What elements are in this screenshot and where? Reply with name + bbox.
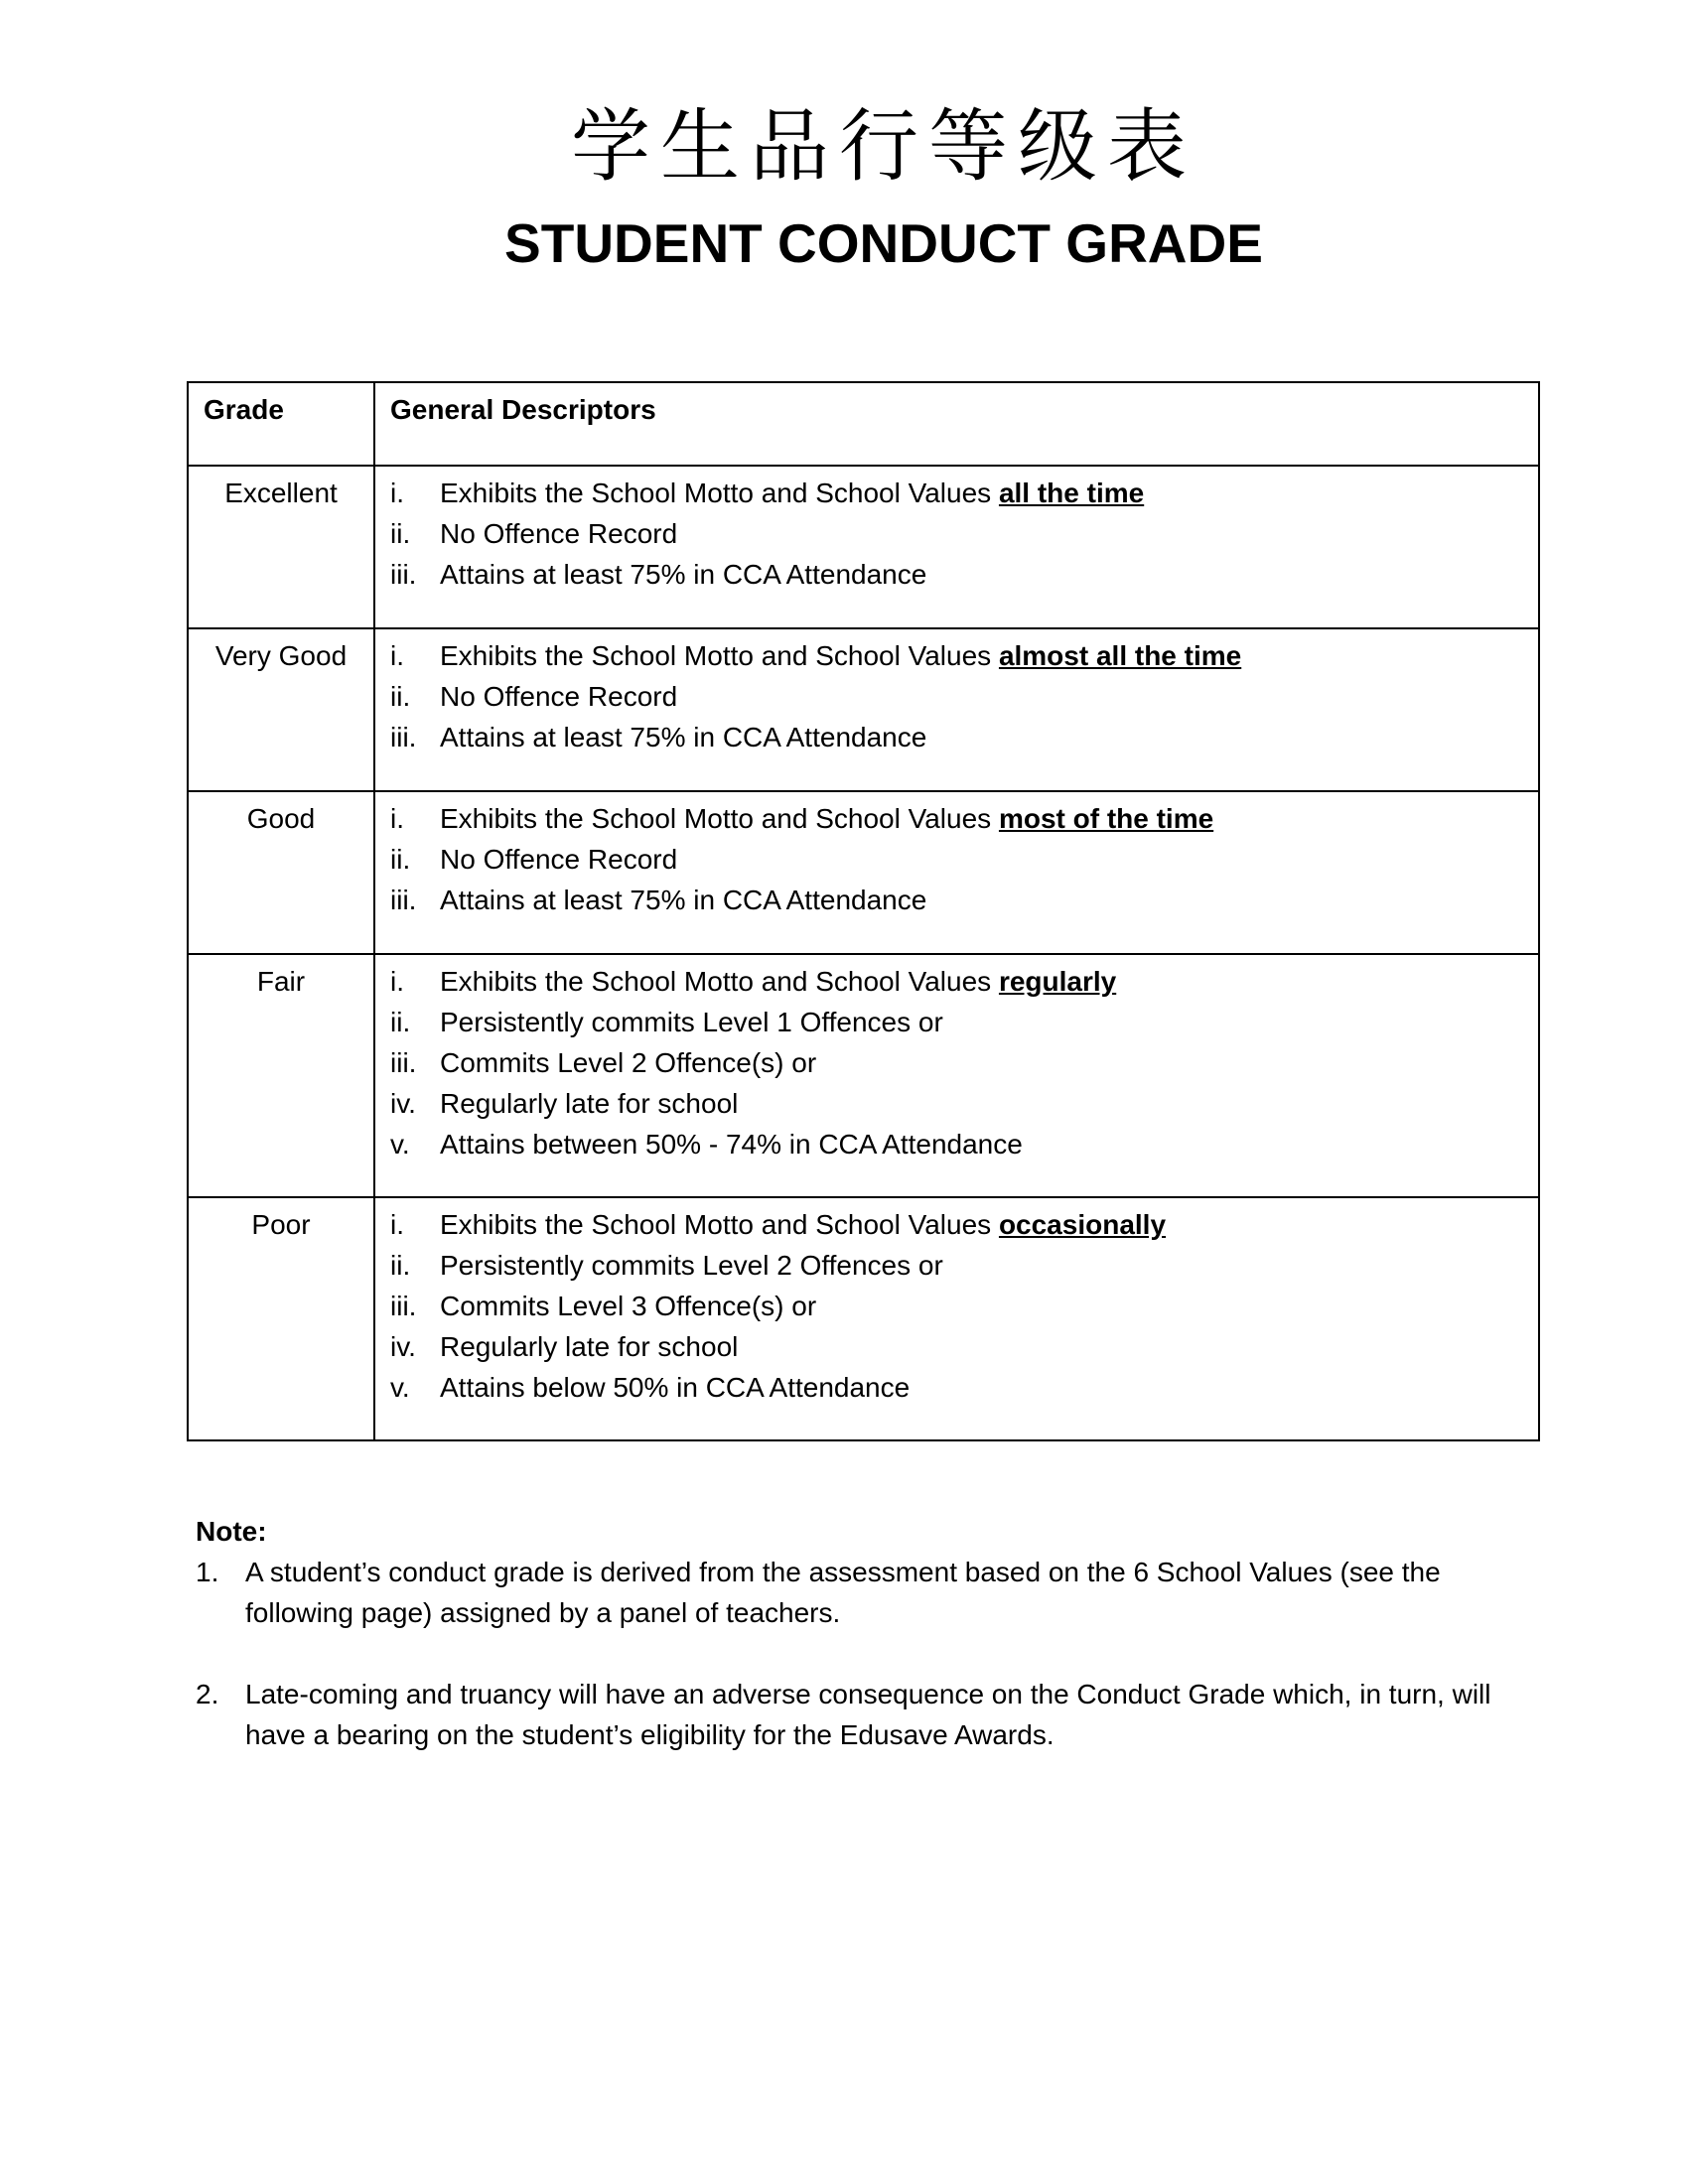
descriptor-number: v. xyxy=(390,1129,410,1160)
descriptor-number: iii. xyxy=(390,722,417,752)
descriptor-number: i. xyxy=(390,1209,404,1240)
table-row-very-good xyxy=(188,628,1539,791)
conduct-grade-table xyxy=(187,381,1540,1441)
descriptor-text: No Offence Record xyxy=(440,681,678,712)
descriptor-item xyxy=(390,513,1538,554)
descriptor-text: Regularly late for school xyxy=(440,1331,739,1362)
note-text: A student’s conduct grade is derived from the assessment based on the 6 School Values (see the following page) assigned by a panel of teachers. xyxy=(245,1557,1441,1628)
grade-cell xyxy=(188,954,374,1197)
descriptor-item xyxy=(390,1083,1538,1124)
grade-label: Fair xyxy=(256,966,306,997)
descriptor-emphasis: occasionally xyxy=(998,1209,1167,1240)
descriptor-emphasis: almost all the time xyxy=(998,640,1242,671)
grade-label: Good xyxy=(246,803,316,834)
descriptor-item xyxy=(390,1002,1538,1042)
header-grade-cell xyxy=(188,382,374,466)
note-item xyxy=(196,1674,1516,1755)
descriptor-text: Attains between 50% - 74% in CCA Attendance xyxy=(440,1129,1023,1160)
descriptor-number: ii. xyxy=(390,1250,411,1281)
descriptor-item xyxy=(390,1367,1538,1408)
descriptor-item xyxy=(390,1042,1538,1083)
descriptor-text: Exhibits the School Motto and School Values xyxy=(440,803,999,834)
notes-list xyxy=(196,1552,1516,1755)
note-text: Late-coming and truancy will have an adverse consequence on the Conduct Grade which, in turn, will have a bearing on the student’s eligibility for the Edusave Awards. xyxy=(245,1679,1491,1750)
grade-label: Excellent xyxy=(224,478,338,508)
descriptor-emphasis: regularly xyxy=(998,966,1117,997)
descriptor-item xyxy=(390,839,1538,880)
header-descriptors-label: General Descriptors xyxy=(390,394,656,425)
grade-cell xyxy=(188,466,374,628)
descriptor-item xyxy=(390,635,1538,676)
table-row-poor xyxy=(188,1197,1539,1440)
descriptor-number: iii. xyxy=(390,1291,417,1321)
descriptor-text: Commits Level 2 Offence(s) or xyxy=(440,1047,817,1078)
descriptor-item xyxy=(390,1326,1538,1367)
descriptor-text: Attains below 50% in CCA Attendance xyxy=(440,1372,911,1403)
descriptor-text: Exhibits the School Motto and School Values xyxy=(440,1209,999,1240)
descriptor-item xyxy=(390,1286,1538,1326)
table-row-excellent xyxy=(188,466,1539,628)
descriptor-item xyxy=(390,798,1538,839)
descriptor-emphasis: all the time xyxy=(998,478,1145,508)
descriptor-cell xyxy=(374,791,1539,954)
header-descriptors-cell xyxy=(374,382,1539,466)
table-row-good xyxy=(188,791,1539,954)
descriptor-cell xyxy=(374,1197,1539,1440)
descriptor-text-wrap xyxy=(440,1204,1166,1245)
descriptor-text: Exhibits the School Motto and School Values xyxy=(440,966,999,997)
descriptor-number: i. xyxy=(390,478,404,508)
descriptor-number: ii. xyxy=(390,1007,411,1037)
descriptor-list xyxy=(375,467,1538,595)
descriptor-item xyxy=(390,1204,1538,1245)
descriptor-number: i. xyxy=(390,966,404,997)
grade-cell xyxy=(188,1197,374,1440)
descriptor-item xyxy=(390,554,1538,595)
descriptor-text: Persistently commits Level 2 Offences or xyxy=(440,1250,943,1281)
notes-section xyxy=(196,1511,1516,1755)
descriptor-item xyxy=(390,717,1538,757)
page-title-chinese: 学生品行等级表 xyxy=(571,100,1196,193)
descriptor-text: No Offence Record xyxy=(440,844,678,875)
descriptor-text-wrap xyxy=(440,635,1241,676)
descriptor-number: ii. xyxy=(390,681,411,712)
descriptor-item xyxy=(390,961,1538,1002)
grade-cell xyxy=(188,628,374,791)
descriptor-text: No Offence Record xyxy=(440,518,678,549)
notes-title: Note: xyxy=(196,1516,267,1547)
table-header-row xyxy=(188,382,1539,466)
descriptor-text: Attains at least 75% in CCA Attendance xyxy=(440,559,927,590)
grade-cell xyxy=(188,791,374,954)
descriptor-text-wrap xyxy=(440,961,1116,1002)
descriptor-text: Exhibits the School Motto and School Values xyxy=(440,640,999,671)
descriptor-emphasis: most of the time xyxy=(998,803,1214,834)
descriptor-item xyxy=(390,1245,1538,1286)
descriptor-number: iii. xyxy=(390,559,417,590)
descriptor-cell xyxy=(374,628,1539,791)
descriptor-item xyxy=(390,1124,1538,1164)
descriptor-text: Persistently commits Level 1 Offences or xyxy=(440,1007,943,1037)
descriptor-cell xyxy=(374,466,1539,628)
descriptor-list xyxy=(375,629,1538,757)
page-title: STUDENT CONDUCT GRADE xyxy=(504,212,1263,274)
note-number: 2. xyxy=(196,1679,219,1709)
descriptor-number: iii. xyxy=(390,1047,417,1078)
grade-label: Very Good xyxy=(214,640,348,671)
descriptor-text: Attains at least 75% in CCA Attendance xyxy=(440,722,927,752)
note-item xyxy=(196,1552,1516,1633)
descriptor-number: iv. xyxy=(390,1331,416,1362)
table-row-fair xyxy=(188,954,1539,1197)
note-number: 1. xyxy=(196,1557,219,1587)
descriptor-number: ii. xyxy=(390,844,411,875)
grade-label: Poor xyxy=(251,1209,311,1240)
descriptor-list xyxy=(375,792,1538,920)
descriptor-number: iv. xyxy=(390,1088,416,1119)
descriptor-text: Commits Level 3 Offence(s) or xyxy=(440,1291,817,1321)
descriptor-cell xyxy=(374,954,1539,1197)
descriptor-text: Attains at least 75% in CCA Attendance xyxy=(440,885,927,915)
descriptor-text-wrap xyxy=(440,798,1213,839)
header-grade-label: Grade xyxy=(204,394,284,425)
descriptor-item xyxy=(390,676,1538,717)
descriptor-number: iii. xyxy=(390,885,417,915)
descriptor-text: Exhibits the School Motto and School Values xyxy=(440,478,999,508)
descriptor-number: ii. xyxy=(390,518,411,549)
descriptor-number: i. xyxy=(390,640,404,671)
descriptor-list xyxy=(375,1198,1538,1408)
descriptor-number: i. xyxy=(390,803,404,834)
descriptor-list xyxy=(375,955,1538,1164)
descriptor-number: v. xyxy=(390,1372,410,1403)
descriptor-text: Regularly late for school xyxy=(440,1088,739,1119)
descriptor-text-wrap xyxy=(440,473,1144,513)
descriptor-item xyxy=(390,473,1538,513)
descriptor-item xyxy=(390,880,1538,920)
